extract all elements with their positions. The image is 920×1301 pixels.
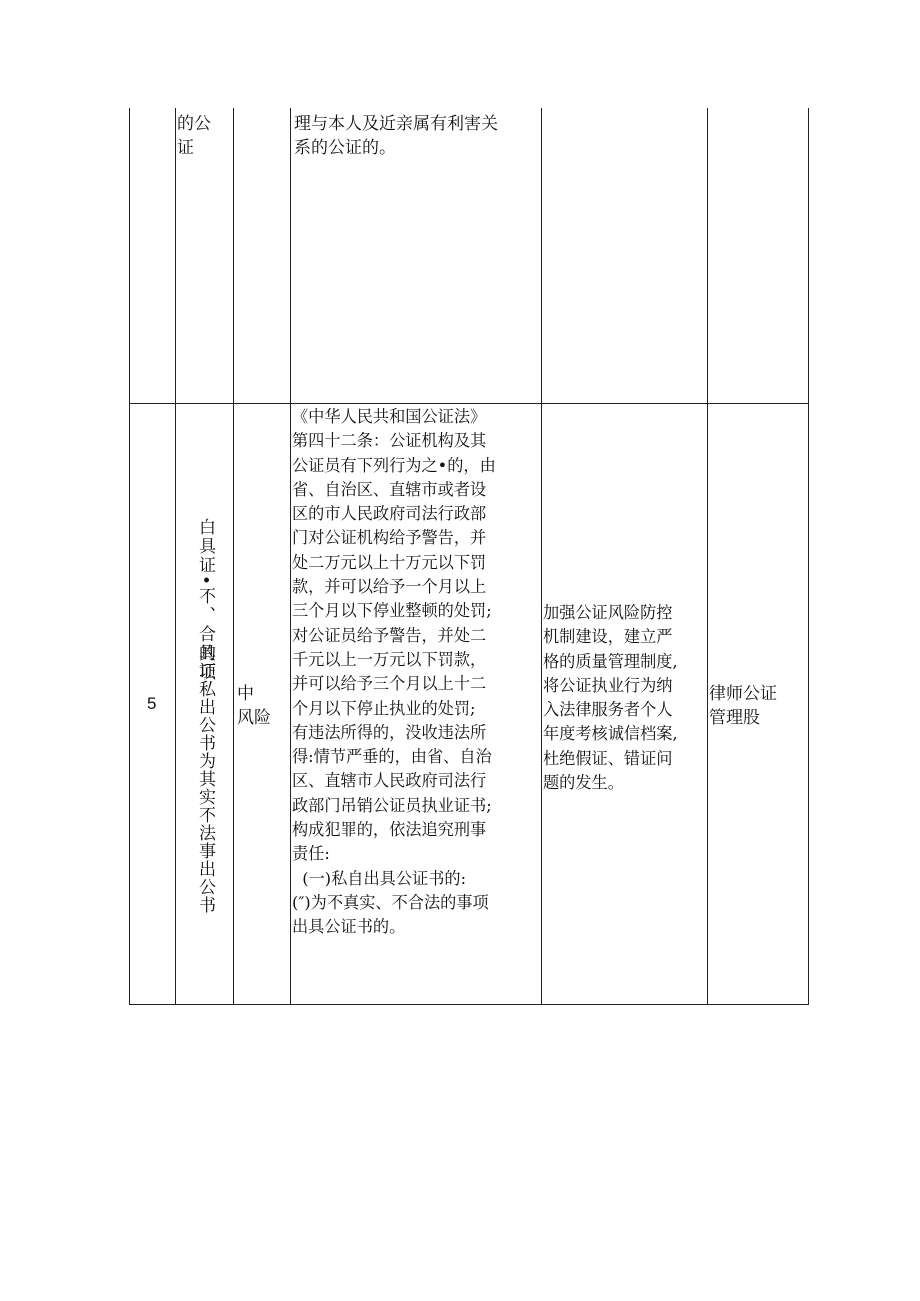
- table-row-divider: [129, 403, 809, 404]
- table-divider-col1: [175, 108, 176, 1005]
- table-divider-col5: [707, 108, 708, 1005]
- prevention-measures: 加强公证风险防控 机制建设，建立严 格的质量管理制度, 将公证执业行为纳 入法律服务者个人 年度考核诚信档案, 杜绝假证、错证问 题的发生。: [543, 603, 678, 793]
- table-divider-col4: [541, 108, 542, 1005]
- item-column-vertical: [193, 470, 219, 1162]
- prev-row-item: 的公 证: [177, 114, 211, 158]
- item-vertical-content: 具证私出公书为其实不法事出公书: [195, 644, 215, 914]
- table-border-bottom: [129, 1004, 809, 1005]
- table-divider-col2: [233, 108, 234, 1005]
- row-number: 5: [147, 694, 157, 713]
- item-text-col1-content: 白具证•不、合的项: [195, 517, 215, 683]
- table-divider-col3: [290, 108, 291, 1005]
- responsible-department: 律师公证 管理股: [709, 684, 777, 728]
- table-border-right: [808, 108, 809, 1005]
- risk-level: 中 风险: [237, 684, 271, 728]
- legal-basis: 《中华人民共和国公证法》 第四十二条：公证机构及其 公证员有下列行为之•的，由 省、自治区、直辖市或者设 区的市人民政府司法行政部 门对公证机构给予警告，并 处二万元以上十万元以下罚 款，并可以给予一个月以上 三个月以下停业整顿的处罚; 对公证员给予警告，并处二 千元以上一万元以下罚款， 并可以给予三个月以上十二 个月以下停止执业的处罚; 有违法所得的，没收违法所 得:情节严垂的，由省、自治 区、直辖市人民政府司法行 政部门吊销公证员执业证书; 构成犯罪的，依法追究刑事 责任: (一)私自出具公证书的: (″)为不真实、不合法的事项 出具公证书的。: [292, 407, 496, 937]
- prev-row-basis: 理与本人及近亲属有利害关 系的公证的。: [294, 114, 498, 158]
- table-border-left: [129, 108, 130, 1005]
